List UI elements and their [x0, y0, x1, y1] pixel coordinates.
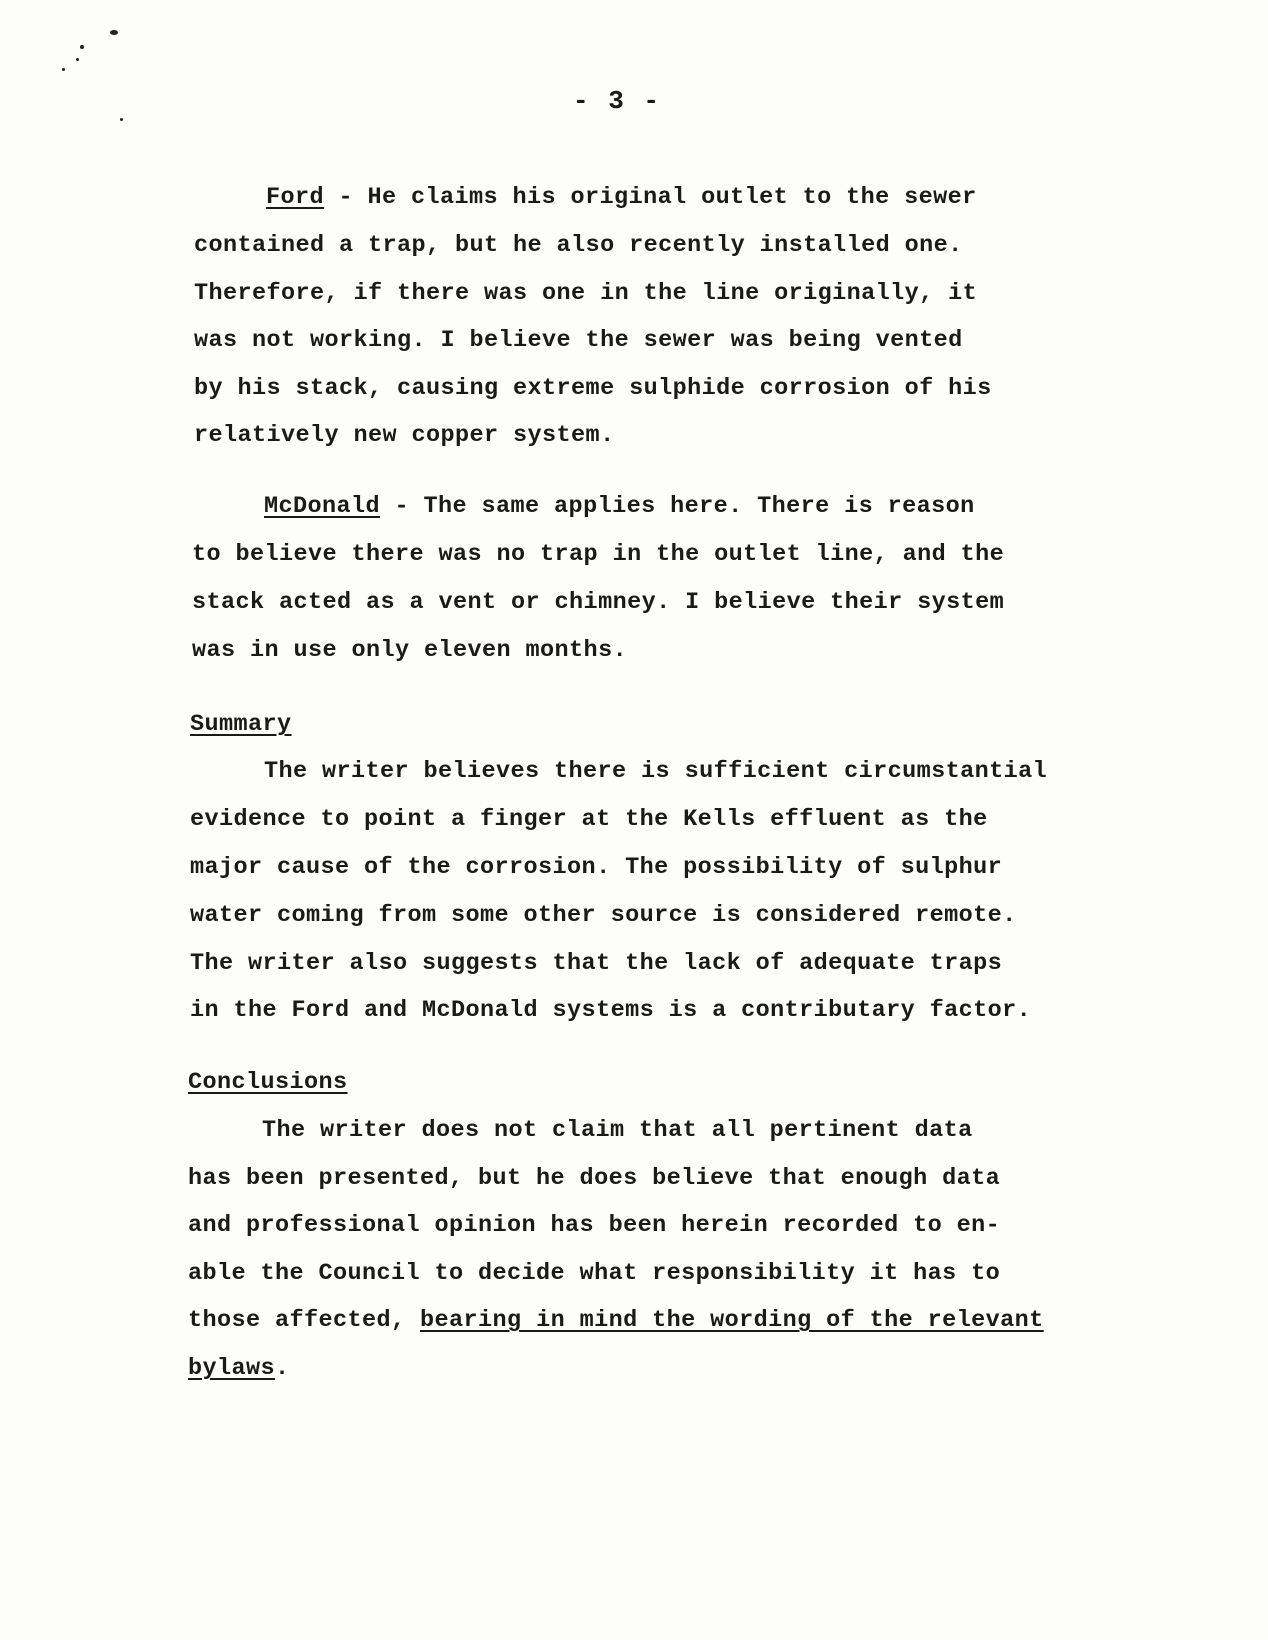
- summary-heading: Summary: [190, 711, 292, 738]
- bylaws-word: bylaws: [188, 1355, 276, 1382]
- scan-speck: [76, 58, 79, 61]
- mcdonald-line-1-text: - The same applies here. There is reason: [380, 493, 975, 520]
- summary-line-2: evidence to point a finger at the Kells effluent as the: [190, 806, 988, 833]
- ford-line-1: [266, 183, 977, 213]
- ford-name: Ford: [266, 184, 325, 211]
- summary-line-5: The writer also suggests that the lack of adequate traps: [190, 950, 1003, 977]
- conclusions-line-6: [188, 1354, 290, 1384]
- ford-line-3: Therefore, if there was one in the line originally, it: [194, 280, 978, 307]
- conclusions-heading: Conclusions: [188, 1069, 348, 1096]
- scan-speck: [62, 68, 65, 71]
- conclusions-line-3: and professional opinion has been herein recorded to en-: [188, 1212, 1001, 1239]
- ford-line-2: contained a trap, but he also recently installed one.: [194, 232, 963, 259]
- scan-speck: [80, 45, 84, 49]
- ford-line-4: was not working. I believe the sewer was being vented: [194, 327, 963, 354]
- mcdonald-line-1: [264, 492, 975, 522]
- summary-line-1: The writer believes there is sufficient circumstantial: [264, 758, 1048, 785]
- mcdonald-line-2: to believe there was no trap in the outlet line, and the: [192, 541, 1005, 568]
- ford-line-5: by his stack, causing extreme sulphide corrosion of his: [194, 375, 992, 402]
- conclusions-line-4: able the Council to decide what responsibility it has to: [188, 1260, 1001, 1287]
- summary-line-6: in the Ford and McDonald systems is a contributary factor.: [190, 997, 1032, 1024]
- mcdonald-line-3: stack acted as a vent or chimney. I believe their system: [192, 589, 1005, 616]
- scan-speck: [110, 30, 118, 35]
- ford-line-6: relatively new copper system.: [194, 422, 615, 449]
- summary-line-3: major cause of the corrosion. The possibility of sulphur: [190, 854, 1003, 881]
- conclusions-line-1: The writer does not claim that all pertinent data: [262, 1117, 973, 1144]
- conclusions-line-5-text: those affected,: [188, 1307, 421, 1334]
- conclusions-line-2: has been presented, but he does believe that enough data: [188, 1165, 1001, 1192]
- summary-line-4: water coming from some other source is considered remote.: [190, 902, 1017, 929]
- ford-line-1-text: - He claims his original outlet to the sewer: [324, 184, 977, 211]
- conclusions-final-period: .: [275, 1355, 290, 1382]
- conclusions-line-5: [188, 1306, 1044, 1336]
- page-number: - 3 -: [572, 86, 661, 116]
- mcdonald-name: McDonald: [264, 493, 381, 520]
- conclusions-underlined-text: bearing in mind the wording of the relevant: [420, 1307, 1044, 1334]
- scan-speck: [120, 118, 123, 121]
- mcdonald-line-4: was in use only eleven months.: [192, 637, 628, 664]
